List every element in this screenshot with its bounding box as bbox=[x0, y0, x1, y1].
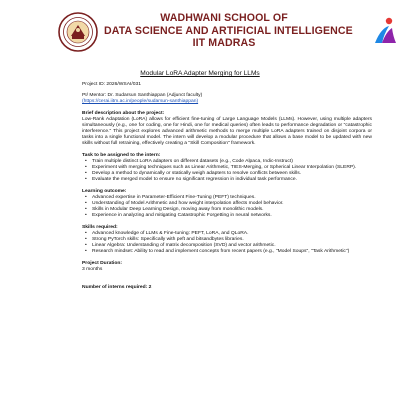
institution-line-2: DATA SCIENCE AND ARTIFICIAL INTELLIGENCE bbox=[104, 24, 353, 37]
project-id: Project ID: 2026/WSAI/031 bbox=[82, 82, 142, 87]
duration-value: 3 months bbox=[82, 267, 103, 273]
project-title: Modular LoRA Adapter Merging for LLMs bbox=[140, 70, 260, 77]
institution-line-1: WADHWANI SCHOOL OF bbox=[160, 12, 288, 24]
tasks-heading: Task to be assigned to the intern: bbox=[82, 153, 161, 159]
skills-list bbox=[82, 231, 372, 255]
list-item: • Strong PyTorch skills: Specifically with peft and bitsandbytes libraries. bbox=[92, 237, 372, 243]
list-item: • Evaluate the merged model to ensure no significant regression in individual task performance. bbox=[92, 177, 372, 183]
list-item: • Train multiple distinct LoRA adapters on different datasets (e.g., Code Alpaca, Indic-Instruct) bbox=[92, 159, 372, 165]
list-item: • Experience in analyzing and mitigating Catastrophic Forgetting in neural networks. bbox=[92, 213, 372, 219]
document-body bbox=[82, 82, 372, 290]
list-item: • Advanced expertise in Parameter-Efficient Fine-Tuning (PEFT) techniques. bbox=[92, 195, 372, 201]
list-item: • Experiment with merging techniques such as Linear Arithmetic, TIES-Merging, or Spherical Linear Interpolation (SLERP). bbox=[92, 165, 372, 171]
brief-text: Low-Rank Adaptation (LoRA) allows for efficient fine-tuning of Large Language Models (LLMs). However, using multiple adapters simultaneously (e.g., one for coding, one for Hindi, one for medical queries) often leads to performance degradation or "catastrophic interference." This project explores advanced arithmetic methods to merge multiple LoRA adapters trained on disjoint corpora or tasks into a single functional model. The intern will develop a modular procedure that allows a base model to be updated with new skills without full retraining, effectively creating a "Skill Composition" framework. bbox=[82, 117, 372, 146]
wadhwani-ai-logo-icon bbox=[372, 16, 398, 46]
list-item: • Develop a method to dynamically or statically weigh adapters to resolve conflicts between skills. bbox=[92, 171, 372, 177]
list-item: • Research mindset: Ability to read and implement concepts from recent papers (e.g., "Model Soups", "Task Arithmetic") bbox=[92, 249, 372, 255]
letterhead bbox=[58, 10, 353, 56]
skills-heading: Skills required: bbox=[82, 225, 118, 231]
mentor-profile-link[interactable]: (https://cerai.iitm.ac.in/people/sudarsun-santhiappan) bbox=[82, 98, 199, 104]
duration-heading: Project Duration: bbox=[82, 261, 123, 267]
list-item: • Advanced knowledge of LLMs & Fine-tuning: PEFT, LoRA, and QLoRA. bbox=[92, 231, 372, 237]
tasks-list bbox=[82, 159, 372, 183]
list-item: • Understanding of Model Arithmetic and how weight interpolation affects model behavior. bbox=[92, 201, 372, 207]
brief-heading: Brief description about the project: bbox=[82, 111, 165, 117]
institution-line-3: IIT MADRAS bbox=[192, 37, 256, 49]
institution-name bbox=[104, 12, 353, 50]
interns-required: Number of interns required: 2 bbox=[82, 284, 152, 290]
outcome-list bbox=[82, 195, 372, 219]
list-item: • Skills in Modular Deep Learning Design, moving away from monolithic models. bbox=[92, 207, 372, 213]
outcome-heading: Learning outcome: bbox=[82, 189, 127, 195]
mentor-line: PI/ Mentor: Dr. Sudarsun Santhiappan (Adjunct faculty) bbox=[82, 92, 203, 98]
iitm-seal-icon bbox=[58, 12, 98, 52]
list-item: • Linear Algebra: Understanding of matrix decomposition (SVD) and vector arithmetic. bbox=[92, 243, 372, 249]
